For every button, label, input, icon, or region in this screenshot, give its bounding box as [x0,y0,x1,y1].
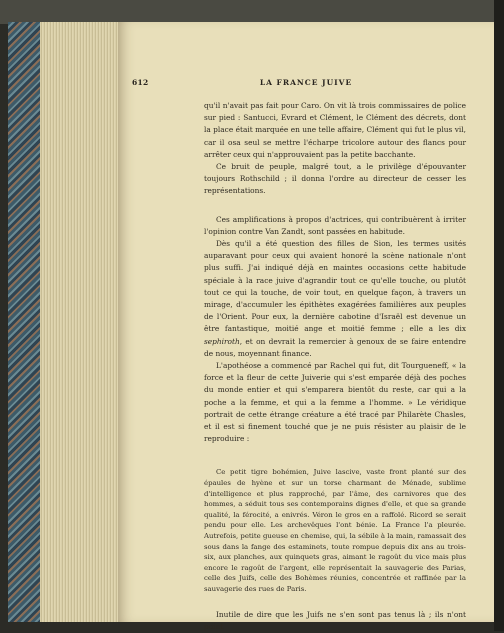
paragraph: Ces amplifications à propos d'actrices, qui contribuèrent à irriter l'opinion contre Van Zandt, sont passées en habitude. [204,214,466,236]
text-column [204,100,466,633]
page-header [118,78,494,92]
right-edge [494,0,504,631]
paragraph: Ce bruit de peuple, malgré tout, a le privilège d'épouvanter toujours Rothschild ; il donna l'ordre au directeur de cesser les représentations. [204,162,466,196]
paragraph-part: Dès qu'il a été question des filles de Sion, les termes usités auparavant pour ceux qui avaient honoré la scène nationale n'ont plus suffi. J'ai indiqué déjà en maintes occasions cette habitude spéciale à la race juive d'agrandir tout ce qu'elle touche, ou plutôt tout ce qui la touche, de voir tout, en quelque façon, à travers un mirage, d'accumuler les épithètes exagérées familières aux peuples de l'Orient. Pour eux, la dernière cabotine d'Israël est devenue un être fantastique, moitié ange et moitié femme ; elle a les dix [204,239,466,334]
paragraph: L'apothéose a commencé par Rachel qui fut, dit Tourgueneff, « la force et la fleur de cette Juiverie qui s'est emparée déjà des poches du monde entier et qui s'emparera bientôt du reste, car qui a la poche a la femme, et qui a la femme a l'homme. » Le véridique portrait de cette étrange créature a été tracé par Philarète Chasles, et il est si finement touché que je ne puis résister au plaisir de le reproduire : [204,361,466,444]
page-number: 612 [132,78,149,87]
book-cover-marbled [8,22,42,622]
block-quote: Ce petit tigre bohémien, Juive lascive, vaste front planté sur des épaules de hyène et sur un torse charmant de Ménade, sublime d'intelligence et plus rapproché, par l'âme, des carnivores que des hommes, a séduit tous ses contemporains dignes d'elle, et que sa grande qualité, la férocité, a enivrés. Véron le gros en a raffolé. Ricord se serait pendu pour elle. Les archevêques l'ont bénie. La France l'a pleurée. Autrefois, petite gueuse en chemise, qui, la sébile à la main, ramassait des sous dans la fange des estaminets, toute rompue depuis dix ans au trois-six, aux planches, aux quinquets gras, aimant le ragoût du vice mais plus encore le ragoût de l'argent, elle représentait la sauvagerie des Parias, celle des Juifs, celle des Bohèmes réunies, concentrée et raffinée par la sauvagerie des rues de Paris. [204,468,466,594]
italic-term: sephiroth [204,336,240,346]
paragraph: qu'il n'avait pas fait pour Caro. On vit là trois commissaires de police sur pied : Santucci, Evrard et Clément, le Clément des décrets, dont la place était marquée en une telle affaire, Clément qui fut le plus vil, car il osa seul se mettre l'écharpe tricolore autour des flancs pour arrêter ceux qui n'approuvaient pas la petite bacchante. [204,101,466,159]
top-edge [0,0,504,24]
paragraph [204,238,466,360]
page-stack-edge [40,22,120,622]
running-title: LA FRANCE JUIVE [259,78,353,87]
paragraph: Inutile de dire que les Juifs ne s'en sont pas tenus là ; ils n'ont point [204,609,466,631]
paragraph-part: , et on devrait la remercier à genoux de se faire entendre de nous, moyennant finance. [204,336,466,358]
